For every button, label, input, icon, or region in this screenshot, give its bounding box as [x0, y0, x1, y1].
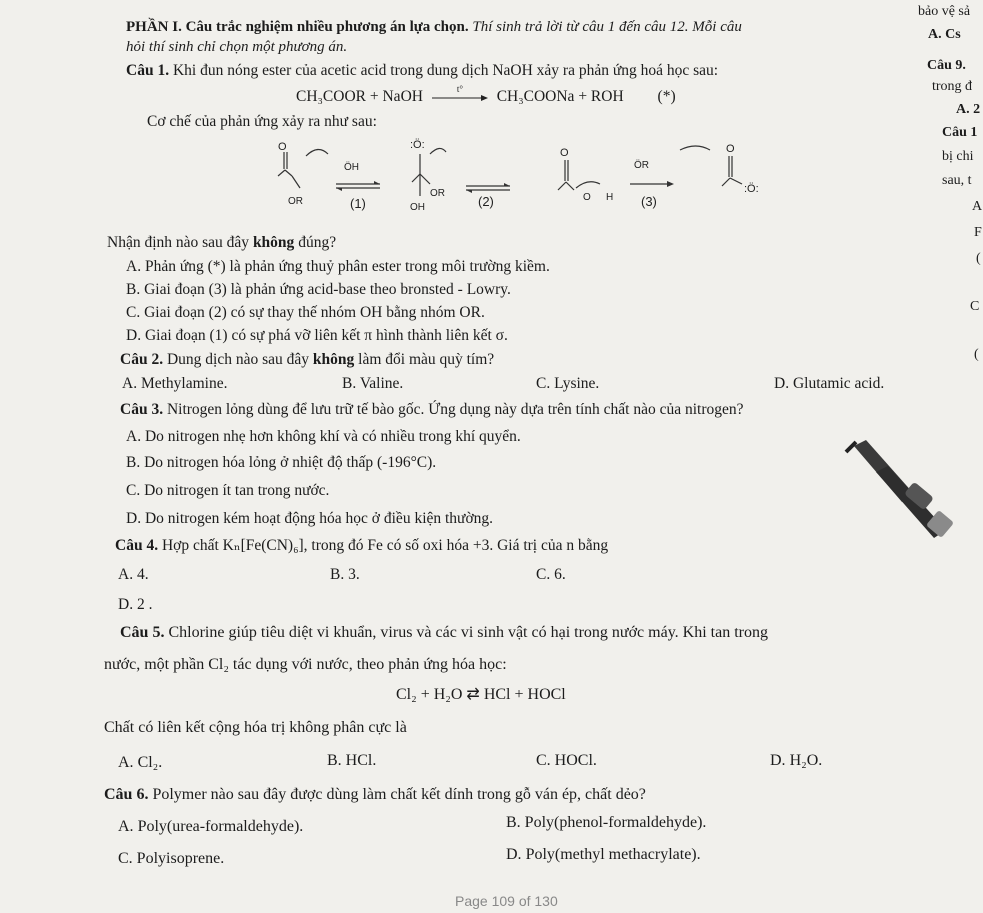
acid-o: O	[583, 192, 591, 203]
q4-option-b-key: B.	[330, 566, 345, 583]
q2-option-d-key: D.	[774, 375, 790, 392]
tetrahedral-or: OR	[430, 188, 445, 199]
q1-eq-left: CH₃COOR + NaOH	[296, 88, 423, 105]
q6-option-c-text: Polyisoprene.	[136, 850, 225, 867]
q6-text: Polymer nào sau đây được dùng làm chất kết dính trong gỗ ván ép, chất dẻo?	[152, 786, 646, 803]
carboxylate-o: O	[726, 143, 735, 155]
q4-formula: Kₙ[Fe(CN)₆]	[222, 537, 304, 554]
q4-label: Câu 4.	[115, 537, 159, 554]
q1-option-d-text: Giai đoạn (1) có sự phá vỡ liên kết π hình thành liên kết σ.	[144, 327, 508, 344]
margin-text-12: C	[970, 299, 980, 314]
ester-carbonyl-o: O	[278, 141, 287, 153]
margin-text-1: bảo vệ sả	[918, 4, 971, 19]
q1-option-c-key: C.	[126, 304, 141, 321]
q3-option-b-key: B.	[126, 454, 141, 471]
q3-option-a-text: Do nitrogen nhẹ hơn không khí và có nhiều trong khí quyển.	[144, 428, 521, 445]
q4-option-c-key: C.	[536, 566, 551, 583]
q1-option-b[interactable]	[126, 281, 511, 299]
q6-option-a-text: Poly(urea-formaldehyde).	[137, 818, 304, 835]
step-1-label: (1)	[350, 196, 366, 211]
q6-label: Câu 6.	[104, 786, 149, 803]
q4-option-d-text: 2 .	[136, 596, 153, 613]
margin-text-9: A	[972, 199, 983, 214]
ester-or-group: OR	[288, 196, 303, 207]
reaction-arrow	[431, 84, 489, 104]
q2-option-b-key: B.	[342, 375, 357, 392]
q2-text-a: Dung dịch nào sau đây	[166, 351, 310, 368]
q3-option-d-key: D.	[126, 510, 142, 527]
q4-option-b[interactable]	[330, 566, 360, 584]
arrow-condition: t°	[456, 84, 463, 95]
q6-option-d-text: Poly(methyl methacrylate).	[525, 846, 701, 863]
page-footer: Page 109 of 130	[455, 893, 558, 909]
carboxylate-anion: :Ö:	[744, 183, 759, 195]
q6-option-c[interactable]	[118, 850, 224, 868]
q2-text-b: làm đổi màu quỳ tím?	[358, 351, 495, 368]
hydroxide-nucleophile: ÖH	[344, 162, 359, 173]
acid-h: H	[606, 192, 614, 203]
margin-text-5: A. 2	[956, 102, 981, 117]
q5-option-c-text: HOCl.	[554, 752, 597, 769]
q6-stem	[104, 786, 646, 804]
q3-option-a[interactable]	[126, 428, 521, 446]
q2-label: Câu 2.	[120, 351, 164, 368]
acid-carbonyl-o: O	[560, 147, 569, 159]
q5-option-d-text: H₂O.	[789, 752, 823, 769]
alkoxide-base: ÖR	[634, 160, 649, 171]
margin-text-10: F	[974, 225, 982, 240]
q1-equation	[296, 84, 676, 106]
q3-option-b-text: Do nitrogen hóa lỏng ở nhiệt độ thấp (-196°C).	[144, 454, 437, 471]
q5-option-c-key: C.	[536, 752, 551, 769]
q4-option-c[interactable]	[536, 566, 566, 584]
margin-text-8: sau, t	[942, 173, 972, 188]
q1-option-d[interactable]	[126, 327, 508, 345]
margin-text-4: trong đ	[932, 79, 973, 94]
cryo-tongs-image	[836, 432, 976, 552]
q2-option-a-text: Methylamine.	[140, 375, 228, 392]
q6-option-d[interactable]	[506, 846, 701, 864]
q1-question-end: đúng?	[298, 234, 337, 251]
q2-option-b-text: Valine.	[359, 375, 404, 392]
q1-label: Câu 1.	[126, 62, 170, 79]
q2-option-b[interactable]	[342, 375, 403, 393]
q1-option-b-key: B.	[126, 281, 141, 298]
q4-stem	[115, 537, 608, 555]
q5-option-a-text: Cl₂.	[137, 754, 163, 771]
q6-option-c-key: C.	[118, 850, 133, 867]
margin-text-13: (	[974, 347, 979, 362]
margin-text-3: Câu 9.	[927, 58, 966, 73]
q3-option-d-text: Do nitrogen kém hoạt động hóa học ở điều kiện thường.	[144, 510, 494, 527]
q3-text: Nitrogen lỏng dùng để lưu trữ tế bào gốc. Ứng dụng này dựa trên tính chất nào của nitrogen?	[166, 401, 744, 418]
q3-option-c[interactable]	[126, 482, 329, 500]
q2-option-c-text: Lysine.	[554, 375, 600, 392]
q5-option-b-text: HCl.	[345, 752, 377, 769]
q1-stem	[126, 62, 718, 80]
q3-stem	[120, 401, 744, 419]
q6-option-d-key: D.	[506, 846, 522, 863]
margin-text-2: A. Cs	[928, 27, 961, 42]
q4-option-a-text: 4.	[136, 566, 149, 583]
q2-stem	[120, 351, 494, 369]
q6-option-a[interactable]	[118, 818, 303, 836]
q6-option-a-key: A.	[118, 818, 134, 835]
q1-question-a: Nhận định nào sau đây	[107, 234, 250, 251]
q3-label: Câu 3.	[120, 401, 164, 418]
q5-option-b[interactable]	[327, 752, 376, 770]
q1-option-a-text: Phản ứng (*) là phản ứng thuỷ phân ester trong môi trường kiềm.	[144, 258, 550, 275]
q5-label: Câu 5.	[120, 624, 165, 641]
q1-option-c[interactable]	[126, 304, 485, 322]
q1-option-b-text: Giai đoạn (3) là phản ứng acid-base theo bronsted - Lowry.	[144, 281, 511, 298]
q2-text-bold: không	[312, 351, 355, 368]
q2-option-c-key: C.	[536, 375, 551, 392]
q6-option-b-text: Poly(phenol-formaldehyde).	[524, 814, 707, 831]
q4-option-d-key: D.	[118, 596, 134, 613]
section-instruction-2: hỏi thí sinh chỉ chọn một phương án.	[126, 39, 348, 55]
step-2-label: (2)	[478, 194, 494, 209]
q3-option-c-key: C.	[126, 482, 141, 499]
mechanism-diagram	[270, 138, 830, 226]
q4-option-b-text: 3.	[348, 566, 360, 583]
oxyanion: :Ö:	[410, 139, 425, 151]
q6-option-b[interactable]	[506, 814, 706, 832]
q5-equation: Cl₂ + H₂O ⇄ HCl + HOCl	[396, 686, 566, 703]
q1-eq-right: CH₃COONa + ROH	[496, 88, 624, 105]
q5-question: Chất có liên kết cộng hóa trị không phân cực là	[104, 719, 407, 736]
margin-text-11: (	[976, 251, 981, 266]
q4-text-a: Hợp chất	[161, 537, 219, 554]
q1-eq-tag: (*)	[657, 88, 676, 105]
q5-option-b-key: B.	[327, 752, 342, 769]
q5-text: Chlorine giúp tiêu diệt vi khuẩn, virus và các vi sinh vật có hại trong nước máy. Khi tan trong	[168, 624, 768, 641]
q2-option-d-text: Glutamic acid.	[792, 375, 885, 392]
section-title	[126, 18, 742, 36]
q1-text: Khi đun nóng ester của acetic acid trong dung dịch NaOH xảy ra phản ứng hoá học sau:	[172, 62, 719, 79]
q1-option-a[interactable]	[126, 258, 550, 276]
q5-option-a-key: A.	[118, 754, 134, 771]
q4-option-c-text: 6.	[554, 566, 566, 583]
q5-text-2: nước, một phần Cl₂ tác dụng với nước, theo phản ứng hóa học:	[104, 656, 507, 673]
q3-option-c-text: Do nitrogen ít tan trong nước.	[144, 482, 330, 499]
q5-option-d-key: D.	[770, 752, 786, 769]
q5-option-d[interactable]	[770, 752, 822, 770]
margin-text-7: bị chi	[942, 149, 974, 164]
q2-option-d[interactable]	[774, 375, 884, 393]
tetrahedral-oh: OH	[410, 202, 425, 213]
step-3-label: (3)	[641, 194, 657, 209]
q1-option-a-key: A.	[126, 258, 142, 275]
q4-option-a-key: A.	[118, 566, 134, 583]
q2-option-a-key: A.	[122, 375, 138, 392]
q5-option-a[interactable]	[118, 754, 162, 772]
q4-text-b: , trong đó Fe có số oxi hóa +3. Giá trị của n bằng	[303, 537, 609, 554]
q1-option-d-key: D.	[126, 327, 142, 344]
q1-question-bold: không	[252, 234, 295, 251]
arrow-right-icon	[431, 90, 489, 104]
q5-option-c[interactable]	[536, 752, 597, 770]
q1-option-c-text: Giai đoạn (2) có sự thay thế nhóm OH bằng nhóm OR.	[144, 304, 485, 321]
q5-stem	[120, 624, 768, 642]
q4-option-d[interactable]	[118, 596, 152, 614]
q1-question	[107, 234, 336, 252]
margin-text-6: Câu 1	[942, 125, 978, 140]
q2-option-c[interactable]	[536, 375, 599, 393]
q3-option-b[interactable]	[126, 454, 436, 472]
q2-option-a[interactable]	[122, 375, 227, 393]
q3-option-a-key: A.	[126, 428, 142, 445]
section-instruction: Thí sinh trả lời từ câu 1 đến câu 12. Mỗi câu	[472, 19, 742, 35]
q4-option-a[interactable]	[118, 566, 149, 584]
section-title-text: PHẦN I. Câu trắc nghiệm nhiều phương án lựa chọn.	[126, 19, 469, 35]
q6-option-b-key: B.	[506, 814, 521, 831]
q3-option-d[interactable]	[126, 510, 493, 528]
q1-mechanism-intro: Cơ chế của phản ứng xảy ra như sau:	[147, 113, 377, 130]
